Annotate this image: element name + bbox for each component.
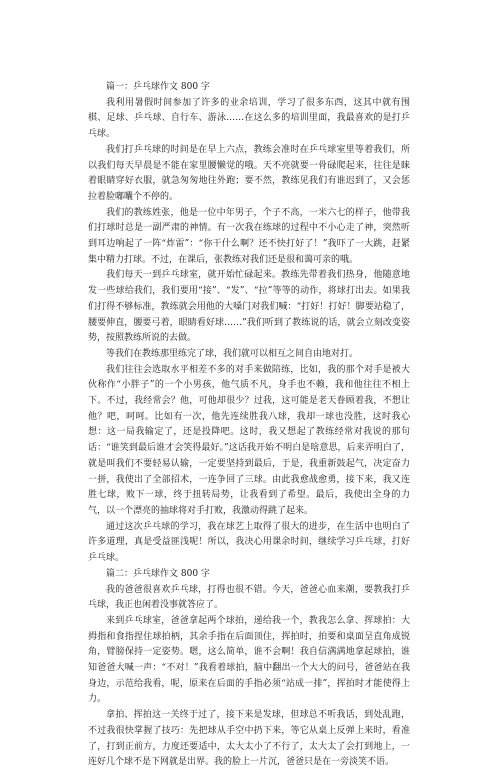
paragraph: 来到乒乓球室，爸爸拿起两个球拍，递给我一个，教我怎么拿、挥球拍：大拇指和食指捏住球拍柄，其余手指在后面顶住，挥拍时，拍要和桌面呈直角成锐角，臂膀保持一定姿势。嗯，这么简单，谁不会啊！我自信满满地拿起球拍，谁知爸爸大喊一声：“不对！”我看着球拍，脑中翻出一个大大的问号，爸爸站在我身边，示范给我看，呢，原来在后面的手指必须“站成一排”，挥拍时才能使得上力。 — [88, 615, 410, 705]
paragraph: 通过这次乒乓球的学习，我在球艺上取得了很大的进步，在生活中也明白了许多道理，真是受益匪浅呢！所以，我决心用课余时间，继续学习乒乓球，打好乒乓球。 — [88, 521, 410, 564]
paragraph: 我们打乒乓球的时间是在早上六点，教练会准时在乒乓球室里等着我们，所以我们每天早晨是不能在家里腰懒觉的哦。天不亮就要一骨碌爬起来，往往是睐着眼睛穿好衣服，就急匆匆地往外跑；要不然，教练见我们有谁迟到了，又会惩拉着脸嘟囔个不停的。 — [88, 144, 410, 202]
paragraph: 我们的教练姓张，他是一位中年男子，个子不高，一米六七的样子，他带我们打球时总是一副严肃的神情。有一次我在练球的过程中不小心走了神，突然听到耳边响起了一阵“炸雷”：“你干什么啊？还不快打好了！”我吓了一大跳，赶紧集中精力打球。不过，在课后，张教练对我们还是很和蔼可亲的哦。 — [88, 207, 410, 265]
paragraph: 我们往往会选取水平相差不多的对手来做陪练，比如，我的那个对手是被大伙称作“小胖子”的一个小男孩，他气质不凡，身手也不赖，我和他往往不相上下。不过，我经常会？他，可他却很少？过我，这可能是老天眷顾着我，不想让他？吧，呵呵。比如有一次，他先连续胜我八球，我却一球也没胜，这时我心想：这一局我输定了，还是投降吧。这时，我又想起了教练经常对我说的那句话：“谁笑到最后谁才会笑得最好。”这话我开始不明白是啥意思，后来弄明白了，就是叫我们不要轻易认输，一定要坚持到最后，于是，我重新鼓起气，决定奋力一拼，我使出了全部招术，一连争回了三球。由此我愈战愈勇，接下来，我又连胜七球，败下一球，终于扭转局势，让我看到了希望。最后，我使出全身的力气，以一个漂亮的抽球将对手打败，我激动得跳了起来。 — [88, 364, 410, 516]
paragraph: 等我们在教练那里练完了球，我们就可以相互之间自由地对打。 — [106, 348, 359, 359]
document-body — [88, 80, 410, 771]
paragraph: 我利用暑假时间参加了许多的业余培训，学习了很多东西，这其中就有围棋、足球、乒乓球、自行车、游泳……在这么多的培训里面，我最喜欢的是打乒乓球。 — [88, 97, 410, 140]
paragraph: 拿拍、挥拍这一关终于过了，接下来是发球，但球总不听我话，到处乱跑，不过我很快掌握了技巧：先把球从手空中扔下来，等它从桌上反弹上来时，看准了，打到正前方，力度还要适中，太大太小了不行了，太大太了会打到地上，一连好几个球不是下网就是出界。我的脸上一片沉，爸爸只是在一旁淡笑不语。 — [88, 710, 410, 768]
paragraph: 我的爸爸很喜欢乒乓球，打得也很不错。今天，爸爸心血来潮，要教我打乒乓球，我正也闲着没事就答应了。 — [88, 584, 410, 611]
paragraph: 我们每天一到乒乓球室，就开始忙碌起来。教练先带着我们热身，他随意地发一些球给我们，我们要用“接”、“发”、“拉”等等的动作，将球打出去。如果我们打得不够标准，教练就会用他的大嗓门对我们喊：“打好！打好！脚要站稳了，腰要伸直，腰要弓着，眼睛看好球……”我们听到了教练说的话，就会立刻改变姿势，按照教练所说的去做。 — [88, 270, 410, 344]
section-heading-1: 篇一：乒乓球作文 800 字 — [106, 82, 210, 92]
section-heading-2: 篇二：乒乓球作文 800 字 — [106, 568, 210, 579]
